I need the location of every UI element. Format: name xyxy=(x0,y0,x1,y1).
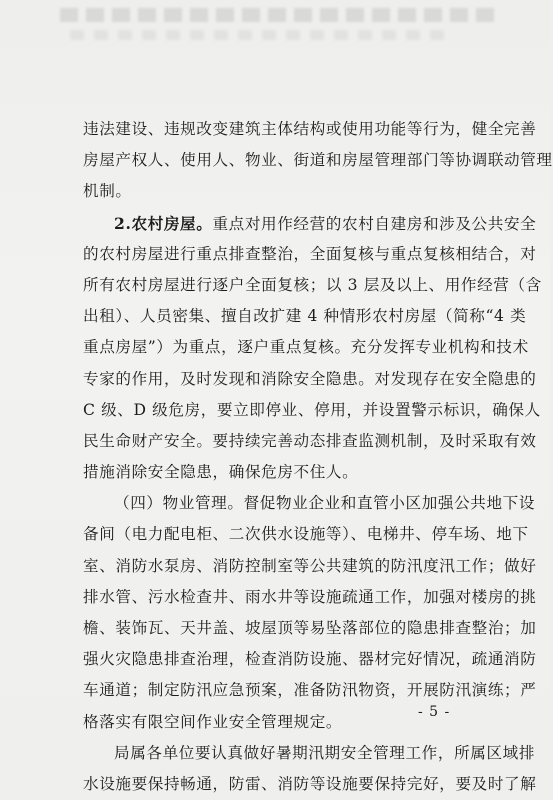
text-line: 水设施要保持畅通，防雷、消防等设施要保持完好，要及时了解 xyxy=(83,774,537,793)
text-line: 出租）、人员密集、擅自改扩建 4 种情形农村房屋（简称“4 类 xyxy=(83,307,527,326)
text-line: 强火灾隐患排查治理，检查消防设施、器材完好情况，疏通消防 xyxy=(83,650,537,669)
text-line: 民生命财产安全。要持续完善动态排查监测机制，及时采取有效 xyxy=(83,431,537,450)
text-line: 格落实有限空间作业安全管理规定。 xyxy=(83,712,343,731)
text-line: 排水管、污水检查井、雨水井等设施疏通工作，加强对楼房的挑 xyxy=(83,587,537,606)
text-line: 机制。 xyxy=(83,182,132,201)
text-line: C 级、D 级危房，要立即停业、停用，并设置警示标识，确保人 xyxy=(83,400,541,419)
text-line: 重点房屋”）为重点，逐户重点复核。充分发挥专业机构和技术 xyxy=(83,338,529,357)
text-line: 违法建设、违规改变建筑主体结构或使用功能等行为，健全完善 xyxy=(83,120,537,138)
text-line: 车通道；制定防汛应急预案，准备防汛物资，开展防汛演练；严 xyxy=(83,681,537,700)
body-text xyxy=(83,114,553,800)
page-number: - 5 - xyxy=(418,704,451,720)
text-line: 檐、装饰瓦、天井盖、坡屋顶等易坠落部位的隐患排查整治；加 xyxy=(83,619,537,637)
show-through-text xyxy=(70,30,450,40)
heading-rural-housing: 2.农村房屋。 xyxy=(114,213,213,233)
text-line: 局属各单位要认真做好暑期汛期安全管理工作，所属区域排 xyxy=(114,743,536,762)
text-line: 的农村房屋进行重点排查整治，全面复核与重点复核相结合，对 xyxy=(83,244,537,263)
text-line: 室、消防水泵房、消防控制室等公共建筑的防汛度汛工作；做好 xyxy=(83,556,537,575)
text-span: 督促物业企业和直管小区加强公共地下设 xyxy=(243,494,536,513)
text-line: 房屋产权人、使用人、物业、街道和房屋管理部门等协调联动管理 xyxy=(83,151,553,170)
text-line: 所有农村房屋进行逐户全面复核；以 3 层及以上、用作经营（含 xyxy=(83,275,542,294)
text-span: 重点对用作经营的农村自建房和涉及公共安全 xyxy=(212,214,537,233)
text-line: 专家的作用，及时发现和消除安全隐患。对发现存在安全隐患的 xyxy=(83,369,537,388)
show-through-text xyxy=(60,8,500,22)
text-line: 备间（电力配电柜、二次供水设施等）、电梯井、停车场、地下 xyxy=(83,525,529,544)
paragraph-rural-housing xyxy=(83,208,537,239)
paragraph-property-management xyxy=(83,488,536,519)
text-line: 措施消除安全隐患，确保危房不住人。 xyxy=(83,463,359,482)
heading-property-management: （四）物业管理。 xyxy=(114,494,244,513)
